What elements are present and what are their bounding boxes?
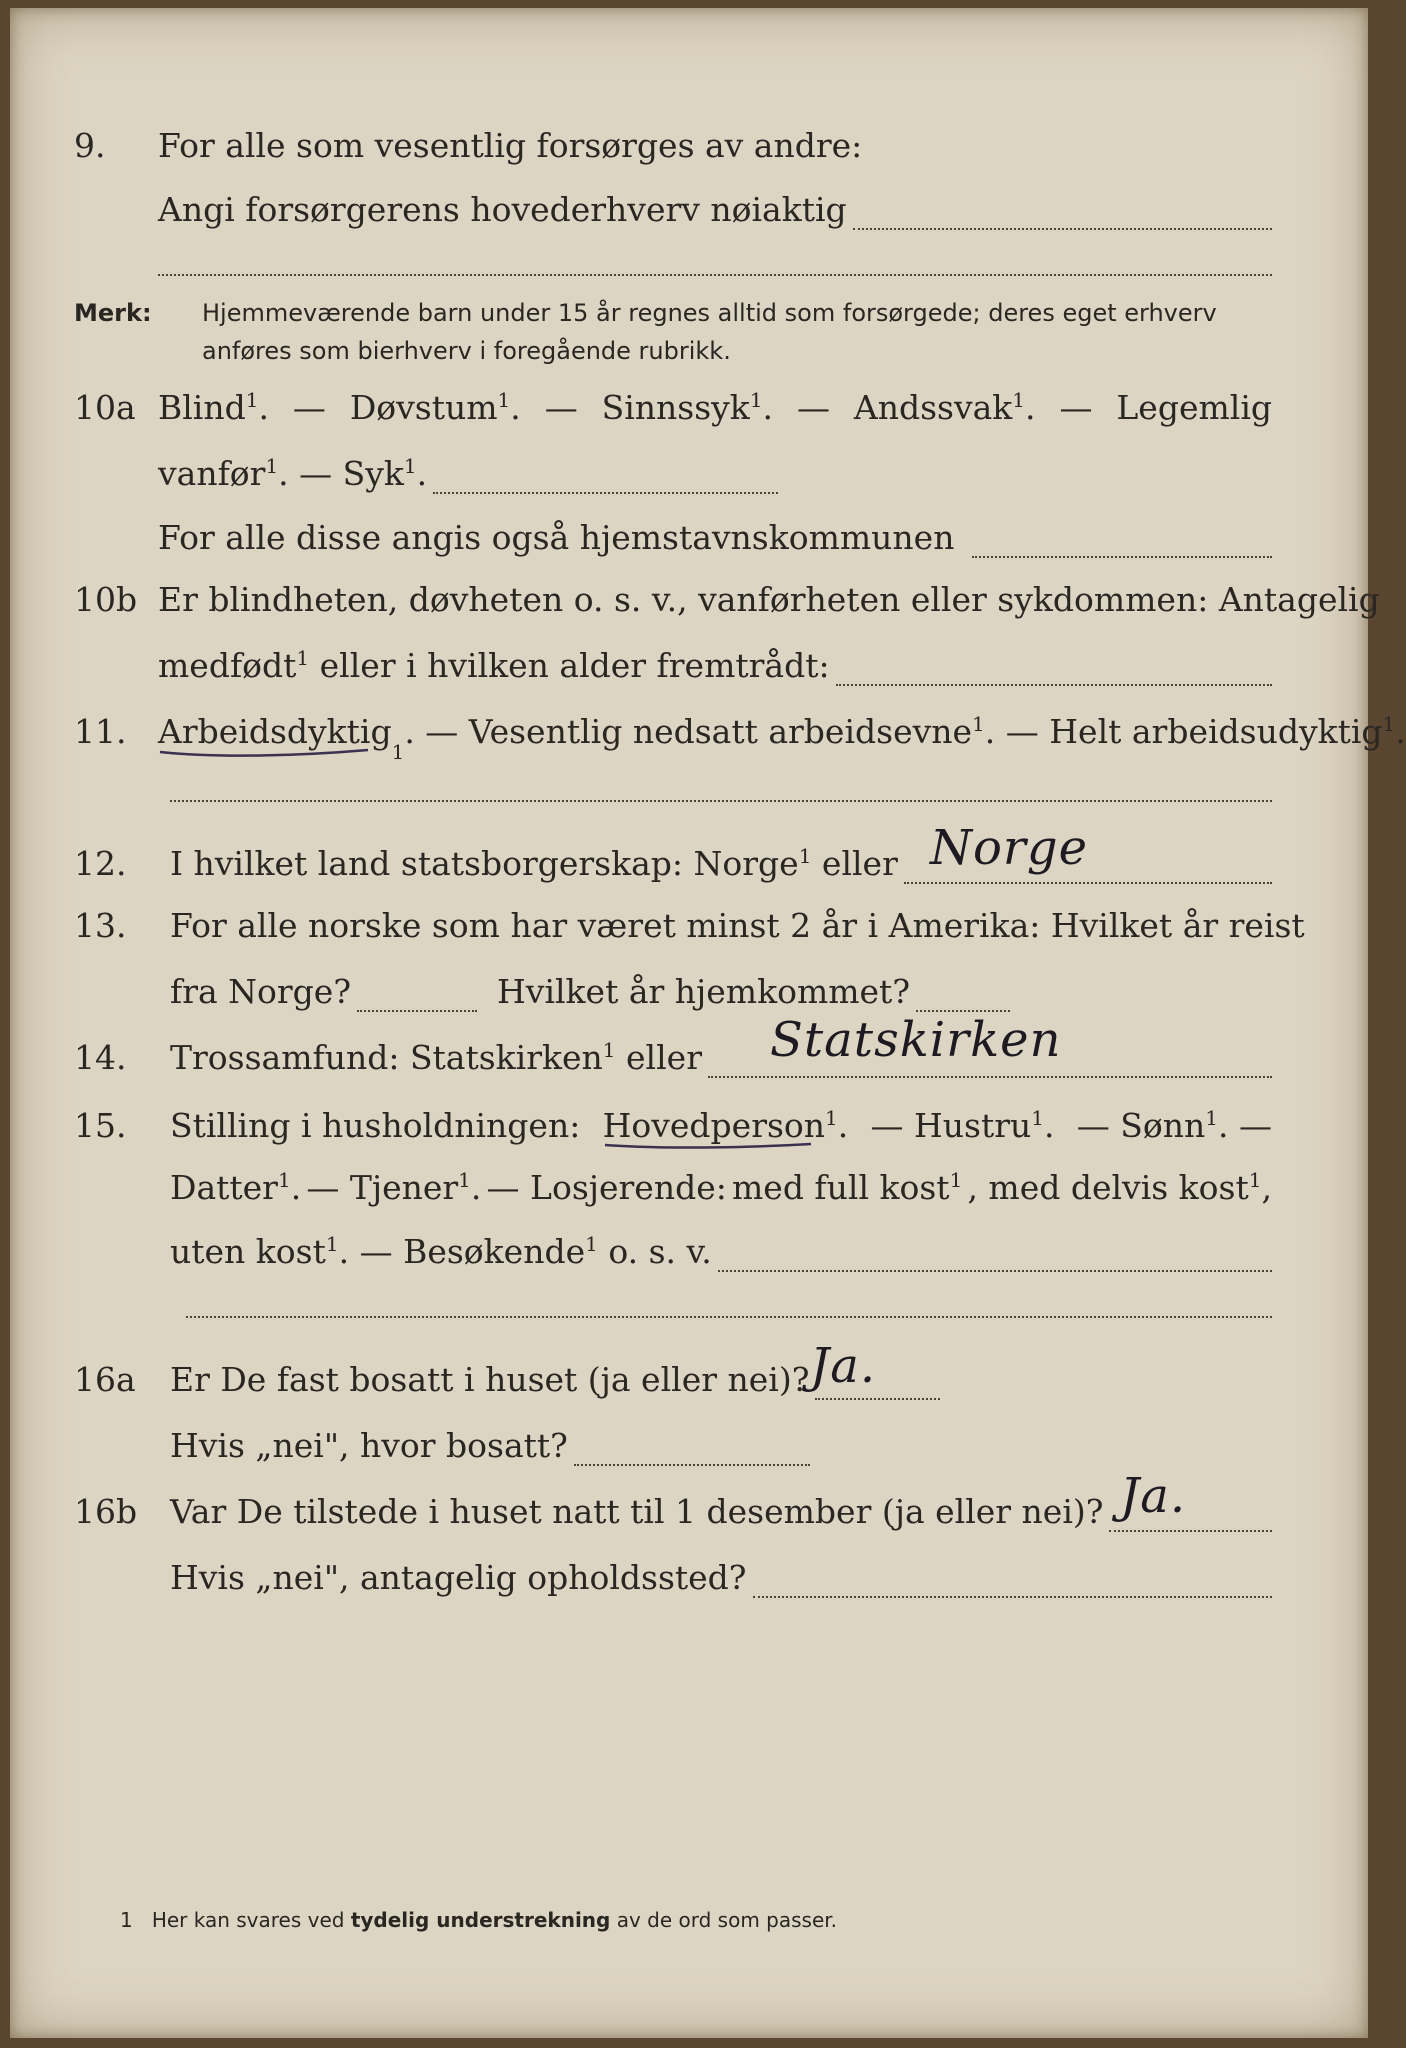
- answer-field-q9[interactable]: [853, 202, 1272, 230]
- footnote: 1 Her kan svares ved tydelig understrekning av de ord som passer.: [120, 1908, 838, 1932]
- q16b-line1: Var De tilstede i huset natt til 1 desember (ja eller nei)?: [170, 1492, 1272, 1532]
- q13-number: 13.: [74, 906, 127, 945]
- q16b-number: 16b: [74, 1492, 138, 1531]
- census-form-page: [10, 8, 1406, 2038]
- q14-number: 14.: [74, 1038, 127, 1077]
- answer-field-q11[interactable]: [170, 800, 1272, 802]
- q14-line: Trossamfund: Statskirken$^1$ eller: [170, 1038, 1272, 1078]
- q9-line1: For alle som vesentlig forsørges av andre:: [158, 126, 863, 165]
- opt-blind: Blind$^1$.: [158, 388, 269, 427]
- handwritten-answer-q12: Norge: [930, 820, 1088, 876]
- handwritten-answer-q16b: Ja.: [1120, 1468, 1187, 1524]
- opt-arbeidsdyktig[interactable]: Arbeidsdyktig: [158, 712, 392, 752]
- q10b-number: 10b: [74, 580, 138, 619]
- opt-nedsatt[interactable]: — Vesentlig nedsatt arbeidsevne$^1$.: [425, 712, 996, 751]
- opt-tjener[interactable]: — Tjener$^1$.: [306, 1168, 482, 1207]
- q10b-line1: Er blindheten, døvheten o. s. v., vanførheten eller sykdommen: Antagelig: [158, 580, 1380, 619]
- merk-text: Hjemmeværende barn under 15 år regnes alltid som forsørgede; deres eget erhverv anføres som bierhverv i foregående rubrikk.: [202, 299, 1217, 365]
- opt-datter[interactable]: Datter$^1$.: [170, 1168, 302, 1207]
- q15-number: 15.: [74, 1106, 127, 1145]
- q10b-line2: medfødt$^1$ eller i hvilken alder fremtrådt:: [158, 646, 1272, 686]
- q15-line1: Stilling i husholdningen: Hovedperson $^1$. — Hustru$^1$. — Sønn$^1$. —: [170, 1106, 1272, 1146]
- opt-legemlig: Legemlig: [1116, 388, 1272, 427]
- answer-field-q10a[interactable]: [433, 466, 778, 494]
- answer-field-q15[interactable]: [718, 1244, 1272, 1272]
- hand-underline-mark: [158, 746, 370, 764]
- q15-line3: uten kost$^1$. — Besøkende$^1$ o. s. v.: [170, 1232, 1272, 1272]
- handwritten-answer-q14: Statskirken: [770, 1012, 1062, 1068]
- q9-line2: Angi forsørgerens hovederhverv nøiaktig: [158, 190, 847, 229]
- opt-hustru[interactable]: — Hustru$^1$.: [870, 1106, 1055, 1145]
- q10a-line2: vanfør$^1$. — Syk$^1$.: [158, 454, 778, 494]
- answer-field-q16b-opholdssted[interactable]: [753, 1570, 1272, 1598]
- q15-line2: Datter$^1$. — Tjener$^1$. — Losjerende: med full kost$^1$ , med delvis kost$^1$,: [170, 1168, 1272, 1207]
- q9-number: 9.: [74, 126, 106, 165]
- answer-field-hjemkommet[interactable]: [916, 984, 1010, 1012]
- q9-line2-wrap: [158, 190, 1272, 230]
- opt-udyktig[interactable]: — Helt arbeidsudyktig$^1$.: [1005, 712, 1406, 751]
- opt-andssvak: Andssvak$^1$.: [853, 388, 1036, 427]
- opt-syk: Syk$^1$.: [342, 454, 428, 493]
- q10a-line1: Blind$^1$. — Døvstum$^1$. — Sinnssyk$^1$. — Andssvak$^1$. — Legemlig: [158, 388, 1272, 427]
- q12-line: I hvilket land statsborgerskap: Norge$^1$ eller: [170, 844, 1272, 884]
- opt-hovedperson[interactable]: Hovedperson $^1$.: [603, 1106, 849, 1146]
- q12-number: 12.: [74, 844, 127, 883]
- answer-field-q9-extra[interactable]: [158, 274, 1272, 276]
- merk-label: Merk:: [74, 299, 152, 327]
- q13-line1: For alle norske som har været minst 2 år i Amerika: Hvilket år reist: [170, 906, 1305, 945]
- q16a-line1: Er De fast bosatt i huset (ja eller nei)?: [170, 1360, 940, 1400]
- merk-note: [74, 294, 1272, 365]
- answer-field-q10b[interactable]: [836, 658, 1272, 686]
- opt-full-kost[interactable]: med full kost$^1$: [732, 1168, 963, 1207]
- answer-field-reist[interactable]: [357, 984, 477, 1012]
- q11-number: 11.: [74, 712, 127, 751]
- q10a-line3-wrap: [158, 518, 1272, 558]
- q11-line: Arbeidsdyktig 1 . — Vesentlig nedsatt arbeidsevne$^1$. — Helt arbeidsudyktig$^1$.: [158, 712, 1406, 764]
- opt-vanfor: vanfør$^1$.: [158, 454, 289, 493]
- q16b-line2: Hvis „nei", antagelig opholdssted?: [170, 1558, 1272, 1598]
- q13-line2: fra Norge? Hvilket år hjemkommet?: [170, 972, 1010, 1012]
- q16a-number: 16a: [74, 1360, 136, 1399]
- opt-sonn[interactable]: — Sønn$^1$. —: [1076, 1106, 1272, 1145]
- opt-sinnssyk: Sinnssyk$^1$.: [601, 388, 774, 427]
- handwritten-answer-q16a: Ja.: [810, 1338, 877, 1394]
- q10a-line3: For alle disse angis også hjemstavnskommunen: [158, 518, 955, 557]
- answer-field-hjemstavn[interactable]: [972, 530, 1272, 558]
- opt-dovstum: Døvstum$^1$.: [349, 388, 521, 427]
- hand-underline-mark: [603, 1140, 813, 1154]
- q16a-line2: Hvis „nei", hvor bosatt?: [170, 1426, 810, 1466]
- opt-besokende[interactable]: — Besøkende$^1$: [359, 1232, 598, 1271]
- answer-field-q16a-bosatt[interactable]: [574, 1438, 810, 1466]
- answer-field-q15-extra[interactable]: [186, 1316, 1272, 1318]
- opt-uten-kost[interactable]: uten kost$^1$.: [170, 1232, 350, 1271]
- opt-delvis-kost[interactable]: , med delvis kost$^1$,: [967, 1168, 1272, 1207]
- q10a-number: 10a: [74, 388, 136, 427]
